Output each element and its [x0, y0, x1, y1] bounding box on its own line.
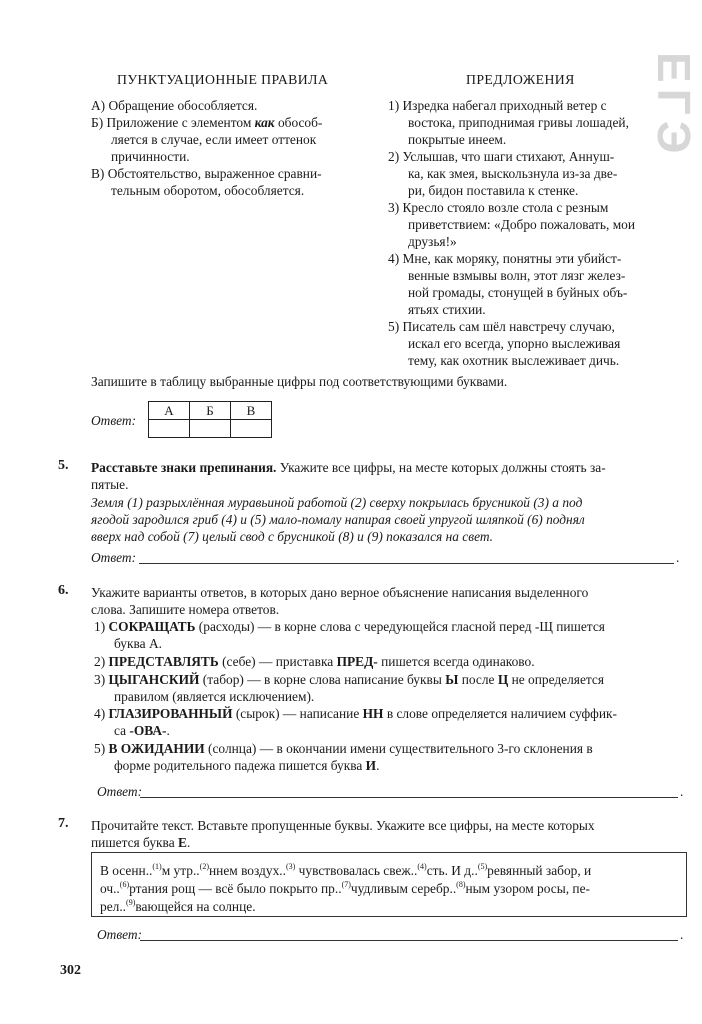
table-header-b: Б: [190, 402, 231, 420]
q5-text-line1: Земля (1) разрыхлённая муравьиной работой (2) сверху покрылась брусникой (3) а под: [91, 495, 583, 510]
q6-prompt-line2: слова. Запишите номера ответов.: [91, 602, 280, 617]
q6-option-3-cont: правилом (является исключением).: [114, 689, 315, 704]
q5-prompt-line1: Расставьте знаки препинания. Укажите все цифры, на месте которых должны стоять за-: [91, 460, 606, 475]
q7-answer-line[interactable]: [140, 940, 678, 941]
sentence-line: 5) Писатель сам шёл навстречу случаю,: [388, 319, 615, 334]
q5-answer-line[interactable]: [139, 563, 674, 564]
q6-answer-line[interactable]: [140, 797, 678, 798]
sentence-line: востока, приподнимая гривы лошадей,: [408, 115, 629, 130]
q6-option-2: 2) ПРЕДСТАВЛЯТЬ (себе) — приставка ПРЕД- пишется всегда одинаково.: [94, 654, 535, 669]
answer-label: Ответ:: [91, 413, 137, 428]
sentence-line: приветствием: «Добро пожаловать, мои: [408, 217, 636, 232]
q6-option-4: 4) ГЛАЗИРОВАННЫЙ (сырок) — написание НН в слове определяется наличием суффик-: [94, 706, 617, 721]
answer-table: [148, 401, 272, 438]
q5-prompt-line2: пятые.: [91, 477, 129, 492]
sentence-line: тему, как охотник выслеживает дичь.: [408, 353, 620, 368]
answer-cell-a[interactable]: [149, 420, 190, 438]
rule-b-line1: Б) Приложение с элементом как обособ-: [91, 115, 323, 130]
table-header-a: А: [149, 402, 190, 420]
q6-answer-label: Ответ:: [97, 784, 143, 799]
q5-answer-label: Ответ:: [91, 550, 137, 565]
sentence-line: ри, бидон поставила к стенке.: [408, 183, 579, 198]
rule-c-line1: В) Обстоятельство, выраженное сравни-: [91, 166, 322, 181]
q5-text-line3: вверх над собой (7) целый свод с брусникой (8) и (9) показался на свет.: [91, 529, 494, 544]
q6-option-1: 1) СОКРАЩАТЬ (расходы) — в корне слова с чередующейся гласной перед -Щ пишется: [94, 619, 605, 634]
q6-option-4-cont: са -ОВА-.: [114, 723, 170, 738]
sentence-line: ка, как змея, выскользнула из-за две-: [408, 166, 618, 181]
sentence-line: искал его всегда, упорно выслеживая: [408, 336, 621, 351]
sentence-line: покрытые инеем.: [408, 132, 507, 147]
sentence-line: ной громады, стонущей в буйных объ-: [408, 285, 628, 300]
q6-answer-dot: .: [680, 784, 684, 799]
q7-text-line2: оч..$^{(6)}$ртания рощ — всё было покрыто пр..$^{(7)}$чудливым серебр..$^{(8)}$ным узором росы, пе-: [100, 880, 590, 896]
sentences-title: ПРЕДЛОЖЕНИЯ: [466, 72, 575, 87]
q5-answer-dot: .: [676, 550, 680, 565]
question-5-number: 5.: [58, 458, 69, 473]
q7-text-line1: В осенн..$^{(1)}$м утр..$^{(2)}$ннем воздух..$^{(3)}$ чувствовалась свеж..$^{(4)}$сть. И д..$^{(5)}$ревянный забор, и: [100, 862, 592, 878]
sentence-line: 2) Услышав, что шаги стихают, Аннуш-: [388, 149, 615, 164]
q7-answer-label: Ответ:: [97, 927, 143, 942]
q6-option-3: 3) ЦЫГАНСКИЙ (табор) — в корне слова написание буквы Ы после Ц не определяется: [94, 672, 605, 687]
rule-a: А) Обращение обособляется.: [91, 98, 258, 113]
watermark-text: ЕГЭ: [648, 52, 700, 160]
sentence-line: 4) Мне, как моряку, понятны эти убийст-: [388, 251, 622, 266]
rule-b-line2: ляется в случае, если имеет оттенок: [111, 132, 317, 147]
sentence-line: 3) Кресло стояло возле стола с резным: [388, 200, 609, 215]
table-header-c: В: [231, 402, 272, 420]
q7-prompt-line2: пишется буква Е.: [91, 835, 191, 850]
question-7-number: 7.: [58, 816, 69, 831]
sentence-line: 1) Изредка набегал приходный ветер с: [388, 98, 607, 113]
rules-title: ПУНКТУАЦИОННЫЕ ПРАВИЛА: [117, 72, 329, 87]
q6-prompt-line1: Укажите варианты ответов, в которых дано верное объяснение написания выделенного: [91, 585, 589, 600]
rule-c-line2: тельным оборотом, обособляется.: [111, 183, 305, 198]
sentence-line: венные взмывы волн, этот лязг желез-: [408, 268, 626, 283]
q6-option-5: 5) В ОЖИДАНИИ (солнца) — в окончании имени существительного 3-го склонения в: [94, 741, 593, 756]
sentence-line: друзья!»: [408, 234, 457, 249]
answer-cell-c[interactable]: [231, 420, 272, 438]
q7-prompt-line1: Прочитайте текст. Вставьте пропущенные буквы. Укажите все цифры, на месте которых: [91, 818, 595, 833]
q7-text-line3: рел..$^{(9)}$вающейся на солнце.: [100, 898, 256, 914]
q6-option-5-cont: форме родительного падежа пишется буква И.: [114, 758, 380, 773]
rule-b-line3: причинности.: [111, 149, 190, 164]
q7-answer-dot: .: [680, 927, 684, 942]
q5-text-line2: ягодой зародился гриб (4) и (5) мало-помалу напирая своей упругой шляпкой (6) поднял: [91, 512, 585, 527]
watermark-logo: [610, 42, 700, 342]
page-number: 302: [60, 963, 81, 978]
answer-cell-b[interactable]: [190, 420, 231, 438]
table-instruction: Запишите в таблицу выбранные цифры под соответствующими буквами.: [91, 374, 508, 389]
q6-option-1-cont: буква А.: [114, 636, 162, 651]
question-6-number: 6.: [58, 583, 69, 598]
sentence-line: ятьях стихии.: [408, 302, 486, 317]
